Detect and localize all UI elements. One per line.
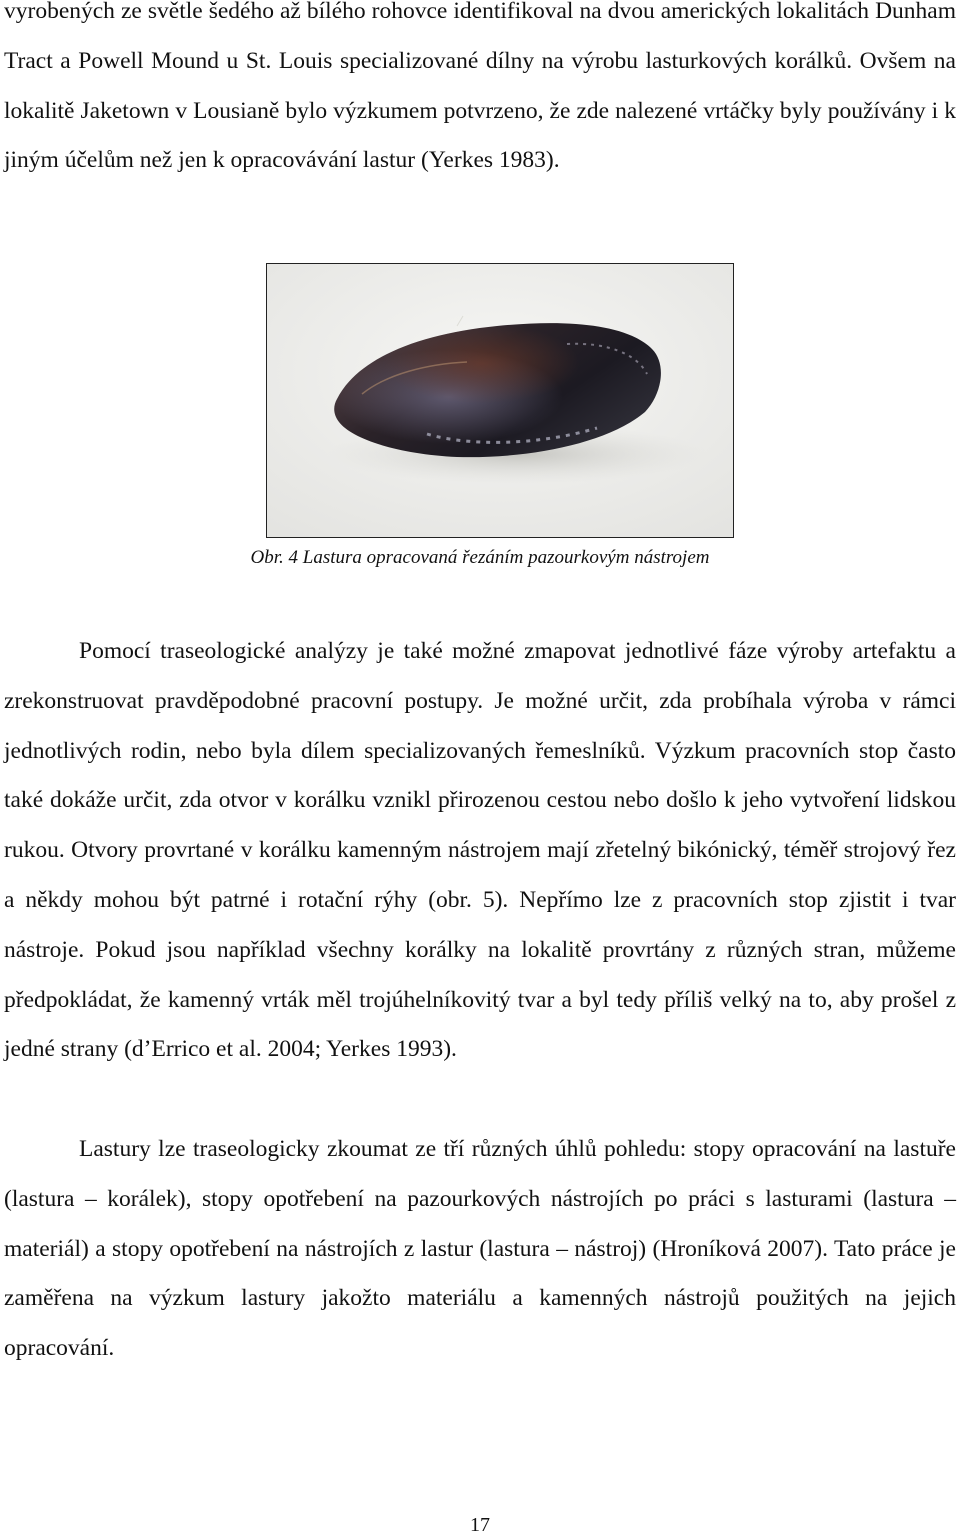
paragraph-shells: Lastury lze traseologicky zkoumat ze tří různých úhlů pohledu: stopy opracování na lastuře (lastura – korálek), stopy opotřebení na pazourkových nástrojích po práci s lasturami (lastura – materiál) a stopy opotřebení na nástrojích z lastur (lastura – nástroj) (Hroníková 2007). Tato práce je zaměřena na výzkum lastury jakožto materiálu a kamenných nástrojů použitých na jejich opracování. [4, 1136, 956, 1362]
shell-photo [266, 263, 734, 538]
paragraph-traseology: Pomocí traseologické analýzy je také možné zmapovat jednotlivé fáze výroby artefaktu a zrekonstruovat pravděpodobné pracovní postupy. Je možné určit, zda probíhala výroba v rámci jednotlivých rodin, nebo byla dílem specializovaných řemeslníků. Výzkum pracovních stop často také dokáže určit, zda otvor v korálku vznikl přirozenou cestou nebo došlo k jeho vytvoření lidskou rukou. Otvory provrtané v korálku kamenným nástrojem mají zřetelný bikónický, téměř strojový řez a někdy mohou být patrné i rotační rýhy (obr. 5). Nepřímo lze z pracovních stop zjistit i tvar nástroje. Pokud jsou například všechny korálky na lokalitě provrtány z různých stran, můžeme předpokládat, že kamenný vrták měl trojúhelníkovitý tvar a byl tedy příliš velký na to, aby prošel z jedné strany (d’Errico et al. 2004; Yerkes 1993). [4, 638, 956, 1063]
page-number: 17 [470, 1514, 490, 1536]
figure-label: Obr. 4 [250, 547, 299, 568]
figure-caption [0, 545, 960, 571]
paragraph-intro: vyrobených ze světle šedého až bílého rohovce identifikoval na dvou amerických lokalitách Dunham Tract a Powell Mound u St. Louis specializované dílny na výrobu lasturkových korálků. Ovšem na lokalitě Jaketown v Lousianě bylo výzkumem potvrzeno, že zde nalezené vrtáčky byly používány i k jiným účelům než jen k opracovávání lastur (Yerkes 1983). [4, 0, 956, 174]
figure-caption-text: Lastura opracovaná řezáním pazourkovým nástrojem [302, 547, 710, 568]
